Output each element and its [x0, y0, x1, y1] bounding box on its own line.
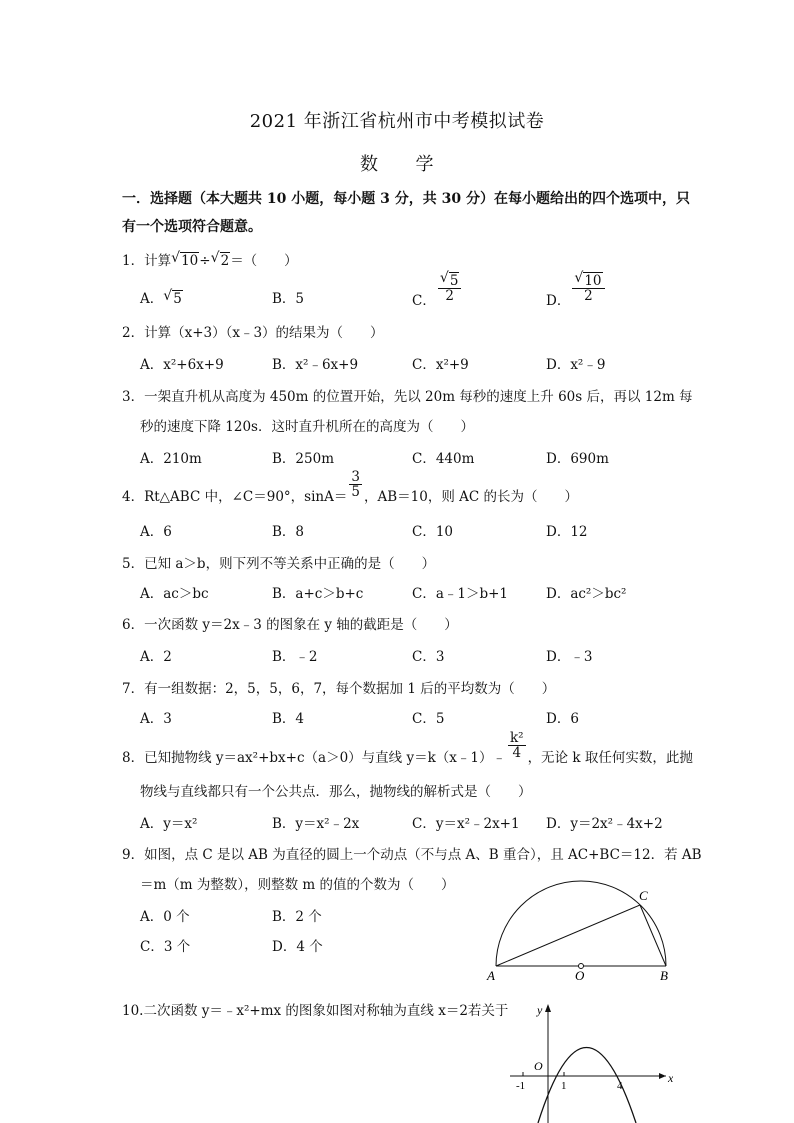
- q8-option-c: C．y＝x²﹣2x+1: [412, 816, 520, 832]
- label-y: y: [537, 1003, 543, 1017]
- q9-option-c: C．3 个: [140, 939, 191, 955]
- q2-option-b: B．x²﹣6x+9: [272, 357, 359, 373]
- q1-prefix: 计算: [144, 253, 172, 269]
- q7-option-b: B．4: [272, 711, 305, 727]
- x-axis-arrow: [659, 1073, 666, 1079]
- section-heading-line1: 一．选择题（本大题共 10 小题，每小题 3 分，共 30 分）在每小题给出的四个选项中，只: [122, 191, 690, 207]
- q4-option-c: C．10: [412, 524, 454, 540]
- label-c: C: [639, 888, 648, 903]
- q2-option-d: D．x²﹣9: [546, 357, 606, 373]
- question-6: 6．一次函数 y＝2x﹣3 的图象在 y 轴的截距是（ ）: [122, 617, 458, 633]
- q8-option-d: D．y＝2x²﹣4x+2: [546, 816, 663, 832]
- question-2: 2．计算（x+3）（x﹣3）的结果为（ ）: [122, 325, 384, 341]
- q5-option-a: A．ac＞bc: [140, 586, 209, 602]
- question-9-line1: 9．如图，点 C 是以 AB 为直径的圆上一个动点（不与点 A、B 重合），且 AC+BC＝12．若 AB: [122, 847, 702, 863]
- q7-option-a: A．3: [140, 711, 172, 727]
- q8-option-a: A．y＝x²: [140, 816, 198, 832]
- q5-option-b: B．a+c＞b+c: [272, 586, 364, 602]
- label-o: O: [575, 968, 585, 983]
- q1-sqrt-10: √ 10: [171, 250, 199, 269]
- q1-number: 1．: [122, 253, 145, 269]
- question-5: 5．已知 a＞b，则下列不等关系中正确的是（ ）: [122, 556, 436, 572]
- q9-option-d: D．4 个: [272, 939, 323, 955]
- q2-option-a: A．x²+6x+9: [140, 357, 224, 373]
- chord-ac: [496, 905, 640, 966]
- q10-figure: [508, 1000, 673, 1123]
- q1-option-b: B．5: [272, 291, 305, 307]
- q1-suffix: ＝（ ）: [230, 253, 298, 269]
- q9-figure: [484, 880, 674, 985]
- y-axis-arrow: [545, 1004, 551, 1012]
- page-subtitle: 数 学: [360, 154, 434, 175]
- q4-fraction: $\frac{3}{5}$: [351, 469, 360, 501]
- question-1: [122, 249, 298, 269]
- q4-option-a: A．6: [140, 524, 172, 540]
- question-10: 10.二次函数 y＝﹣x²+mx 的图象如图对称轴为直线 x＝2若关于: [122, 1003, 509, 1019]
- question-7: 7．有一组数据：2，5，5，6，7，每个数据加 1 后的平均数为（ ）: [122, 681, 556, 697]
- q9-option-a: A．0 个: [140, 909, 190, 925]
- q1-operator: ÷: [199, 253, 211, 269]
- q3-option-c: C．440m: [412, 451, 475, 467]
- label-a: A: [487, 968, 495, 983]
- q6-option-c: C．3: [412, 649, 445, 665]
- q4-option-b: B．8: [272, 524, 305, 540]
- page-title: 2021 年浙江省杭州市中考模拟试卷: [249, 111, 545, 132]
- label-origin: O: [534, 1059, 543, 1073]
- q3-option-b: B．250m: [272, 451, 334, 467]
- q5-option-c: C．a﹣1＞b+1: [412, 586, 509, 602]
- q7-option-d: D．6: [546, 711, 579, 727]
- label-neg1: -1: [516, 1080, 526, 1092]
- section-heading-line2: 有一个选项符合题意。: [122, 219, 262, 235]
- q7-option-c: C．5: [412, 711, 445, 727]
- q3-option-a: A．210m: [140, 451, 202, 467]
- label-x: x: [668, 1071, 673, 1085]
- q1-sqrt-2: √ 2: [210, 250, 230, 269]
- q6-option-a: A．2: [140, 649, 172, 665]
- q8-fraction: $\frac{\text{k²}}{4}$: [509, 730, 524, 762]
- question-3-line2: 秒的速度下降 120s．这时直升机所在的高度为（ ）: [140, 419, 474, 435]
- question-8-line2: 物线与直线都只有一个公共点．那么，抛物线的解析式是（ ）: [140, 784, 532, 800]
- q8-option-b: B．y＝x²﹣2x: [272, 816, 360, 832]
- q2-option-c: C．x²+9: [412, 357, 469, 373]
- label-1: 1: [561, 1080, 567, 1092]
- q4-option-d: D．12: [546, 524, 588, 540]
- label-b: B: [660, 968, 668, 983]
- chord-bc: [640, 905, 666, 966]
- q1-option-a: A． √ 5: [140, 288, 182, 307]
- q6-option-b: B．﹣2: [272, 649, 318, 665]
- q3-option-d: D．690m: [546, 451, 609, 467]
- question-8-line1: 8．已知抛物线 y＝ax²+bx+c（a＞0）与直线 y＝k（x﹣1）﹣ $\frac{\text{k²}}{4}$ ，无论 k 取任何实数，此抛: [122, 730, 693, 767]
- q6-option-d: D．﹣3: [546, 649, 593, 665]
- q5-option-d: D．ac²＞bc²: [546, 586, 627, 602]
- q1-option-c: C． √ 5 2: [412, 274, 463, 303]
- question-4: 4．Rt△ABC 中，∠C＝90°，sinA＝ $\frac{3}{5}$ ，AB＝10，则 AC 的长为（ ）: [122, 469, 578, 506]
- question-9-line2: ＝m（m 为整数），则整数 m 的值的个数为（ ）: [140, 877, 455, 893]
- label-4: 4: [617, 1080, 623, 1092]
- q1-option-d: D． √ 10 2: [546, 274, 607, 303]
- question-3-line1: 3．一架直升机从高度为 450m 的位置开始，先以 20m 每秒的速度上升 60s 后，再以 12m 每: [122, 389, 693, 405]
- q9-option-b: B．2 个: [272, 909, 322, 925]
